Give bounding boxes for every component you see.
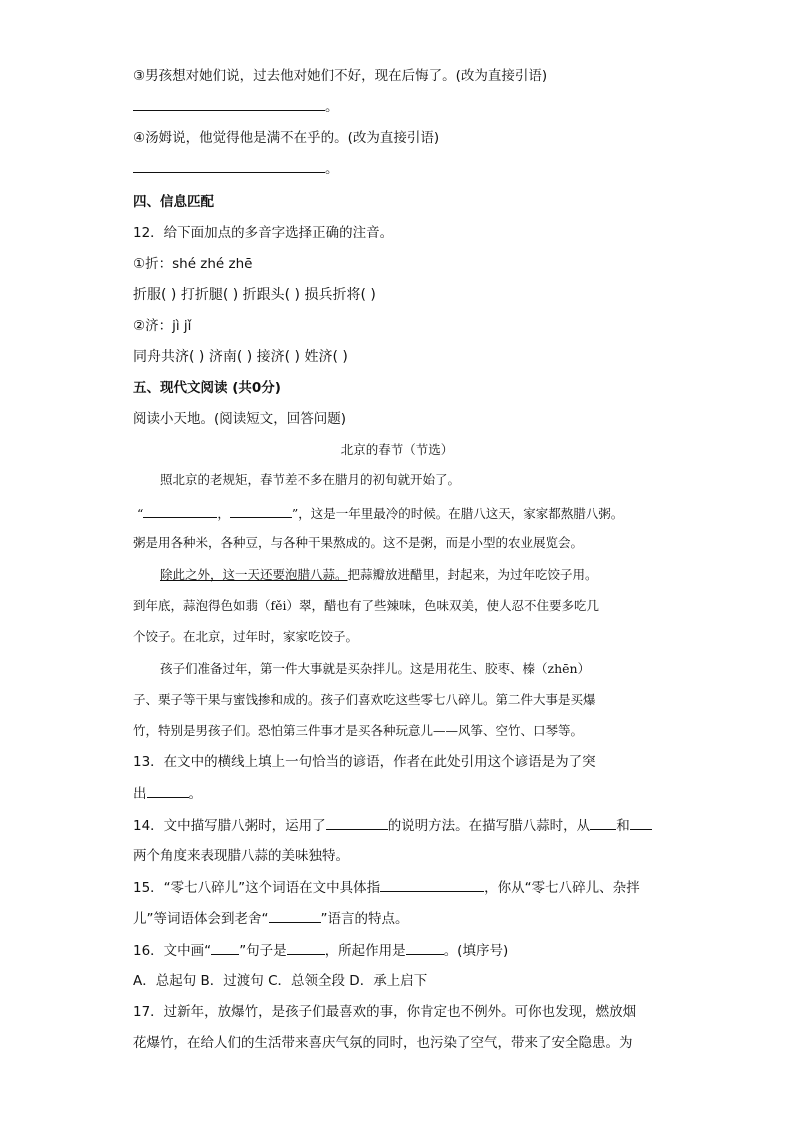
proverb-blank-1[interactable] — [143, 503, 217, 518]
passage-p4-line1: 孩子们准备过年，第一件大事就是买杂拌儿。这是用花生、胶枣、榛（zhēn） — [160, 661, 591, 676]
q16-options: A．总起句 B．过渡句 C．总领全段 D．承上启下 — [133, 973, 428, 989]
q13-answer-blank[interactable] — [147, 783, 189, 798]
passage-p1: 照北京的老规矩，春节差不多在腊月的初旬就开始了。 — [160, 472, 461, 487]
q14-line2: 两个角度来表现腊八蒜的美味独特。 — [133, 848, 349, 864]
section4-heading: 四、信息匹配 — [133, 194, 214, 210]
q11-item4-period: 。 — [325, 161, 339, 177]
q17-line2: 花爆竹，在给人们的生活带来喜庆气氛的同时，也污染了空气，带来了安全隐患。为 — [133, 1035, 633, 1051]
q13-line2-start: 出 — [133, 786, 147, 802]
proverb-blank-2[interactable] — [230, 503, 292, 518]
q16-blank-function[interactable] — [406, 940, 444, 955]
section5-intro: 阅读小天地。(阅读短文，回答问题) — [133, 411, 347, 427]
q16-blank-type[interactable] — [287, 940, 325, 955]
q17-line1: 17．过新年，放爆竹，是孩子们最喜欢的事，你肯定也不例外。可你也发现，燃放烟 — [133, 1004, 637, 1020]
q12-stem: 12．给下面加点的多音字选择正确的注音。 — [133, 225, 394, 241]
q11-item3 — [133, 66, 547, 86]
q15-blank-style[interactable] — [269, 908, 321, 923]
q12-part2-items: 同舟共济( ) 济南( ) 接济( ) 姓济( ) — [133, 349, 348, 365]
underlined-sentence: 除此之外，这一天还要泡腊八蒜。 — [160, 567, 348, 582]
q14-blank-angle1[interactable] — [590, 815, 616, 830]
q13-line2 — [133, 783, 202, 804]
q14-text-c: 和 — [616, 818, 630, 834]
q16-text-c: ，所起作用是 — [324, 943, 406, 959]
passage-p2-rest: ”，这是一年里最冷的时候。在腊八这天，家家都熬腊八粥。 — [291, 506, 624, 521]
q14-blank-method[interactable] — [326, 815, 388, 830]
q11-item4-text: ④汤姆说，他觉得他是满不在乎的。(改为直接引语) — [133, 130, 440, 146]
section5-heading: 五、现代文阅读 (共0分) — [133, 380, 281, 396]
passage-p2-line1 — [137, 503, 623, 524]
q16-stem — [133, 940, 508, 961]
q11-item4-answer[interactable] — [133, 158, 339, 179]
q15-text-b: ，你从“零七八碎儿、杂拌 — [484, 880, 640, 896]
q15-blank-refers[interactable] — [380, 877, 484, 892]
passage-p4-line2: 子、栗子等干果与蜜饯掺和成的。孩子们喜欢吃这些零七八碎儿。第二件大事是买爆 — [133, 692, 596, 707]
q12-part1-items: 折服( ) 打折腿( ) 折跟头( ) 损兵折将( ) — [133, 287, 376, 303]
passage-p3-line3: 个饺子。在北京，过年时，家家吃饺子。 — [133, 629, 359, 644]
q14-line1 — [133, 815, 652, 836]
q11-item4 — [133, 128, 439, 148]
q13-line2-end: 。 — [188, 786, 202, 802]
comma: ， — [217, 506, 230, 521]
q15-text-a: 15．“零七八碎儿”这个词语在文中具体指 — [133, 880, 381, 896]
passage-p3-line1 — [160, 565, 598, 585]
q11-item3-period: 。 — [325, 99, 339, 115]
q16-text-b: ”句子是 — [239, 943, 287, 959]
q15-text-c: 儿”等词语体会到老舍“ — [133, 911, 269, 927]
q11-item3-text: ③男孩想对她们说，过去他对她们不好，现在后悔了。(改为直接引语) — [133, 68, 548, 84]
q14-text-b: 的说明方法。在描写腊八蒜时，从 — [387, 818, 591, 834]
q15-line2 — [133, 908, 409, 929]
passage-title: 北京的春节（节选） — [340, 442, 454, 457]
answer-blank[interactable] — [133, 96, 325, 111]
q15-line1 — [133, 877, 640, 898]
q14-text-a: 14．文中描写腊八粥时，运用了 — [133, 818, 326, 834]
q16-text-d: 。(填序号) — [443, 943, 509, 959]
answer-blank[interactable] — [133, 158, 325, 173]
passage-p4-line3: 竹，特别是男孩子们。恐怕第三件事才是买各种玩意儿——风筝、空竹、口琴等。 — [133, 723, 584, 738]
passage-p2-line2: 粥是用各种米，各种豆，与各种干果熬成的。这不是粥，而是小型的农业展览会。 — [133, 535, 584, 550]
q11-item3-answer[interactable] — [133, 96, 339, 117]
passage-p3-rest: 把蒜瓣放进醋里，封起来，为过年吃饺子用。 — [347, 567, 598, 582]
q13-line1: 13．在文中的横线上填上一句恰当的谚语，作者在此处引用这个谚语是为了突 — [133, 754, 596, 770]
q15-text-d: ”语言的特点。 — [320, 911, 409, 927]
q16-text-a: 16．文中画“ — [133, 943, 212, 959]
q16-underline-sample — [211, 940, 239, 955]
passage-p3-line2: 到年底，蒜泡得色如翡（fěi）翠，醋也有了些辣味，色味双美，使人忍不住要多吃几 — [133, 598, 600, 613]
q14-blank-angle2[interactable] — [630, 815, 652, 830]
quote-open: “ — [137, 506, 144, 521]
q12-part1-label: ①折：shé zhé zhē — [133, 256, 253, 272]
q12-part2-label: ②济：jì jǐ — [133, 318, 192, 334]
